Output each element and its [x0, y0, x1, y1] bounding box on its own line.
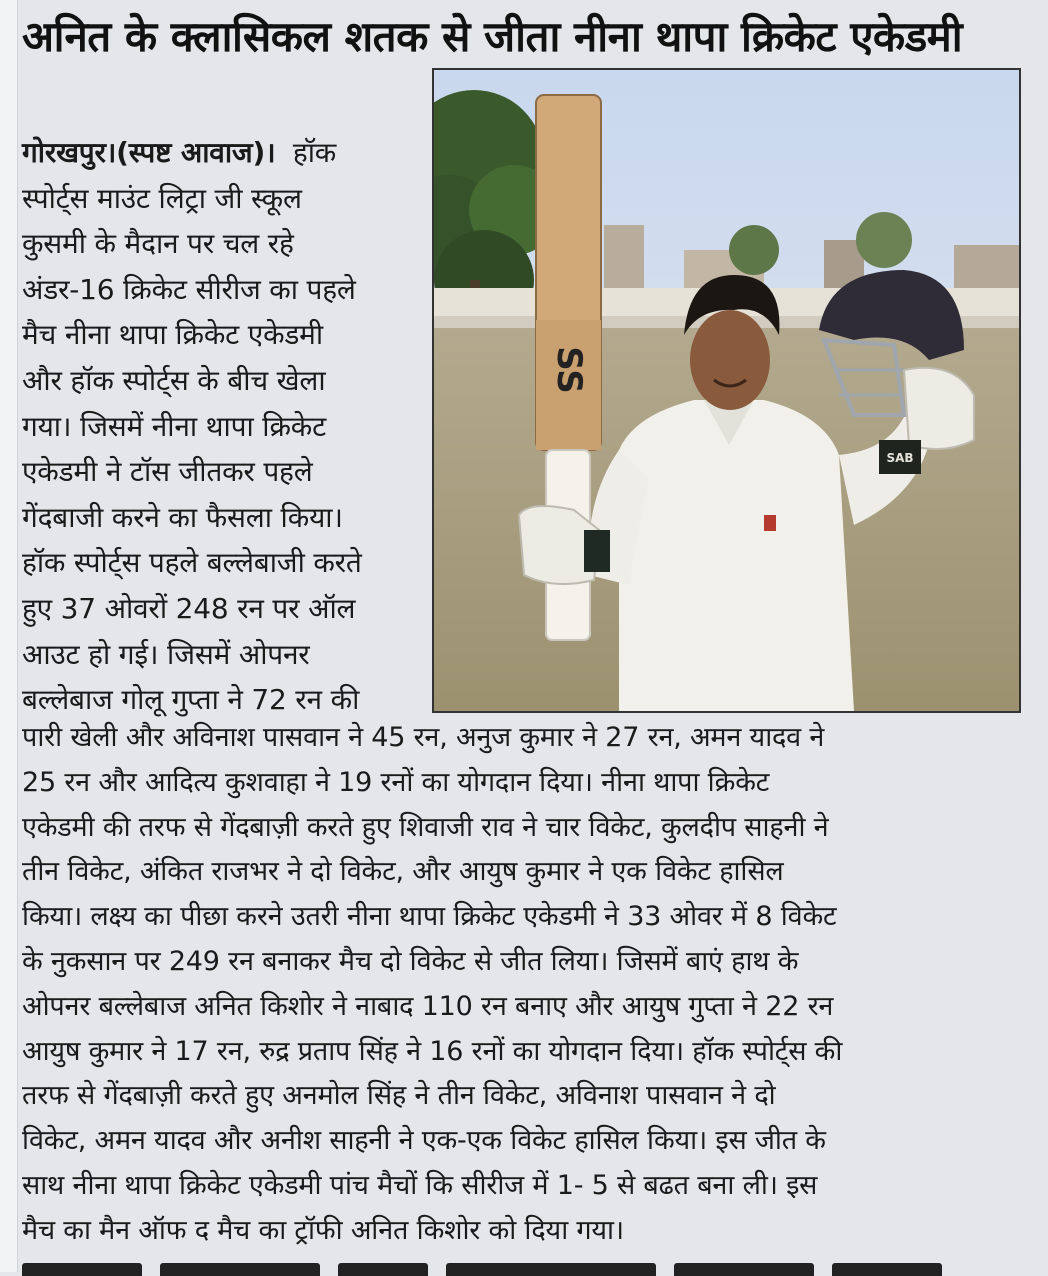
text-line: गेंदबाजी करने का फैसला किया।: [22, 500, 343, 534]
text-line: हॉक स्पोर्ट्स पहले बल्लेबाजी करते: [22, 546, 362, 580]
text-line: बल्लेबाज गोलू गुप्ता ने 72 रन की: [22, 683, 360, 717]
text-line: पारी खेली और अविनाश पासवान ने 45 रन, अनुज कुमार ने 27 रन, अमन यादव ने: [22, 722, 825, 753]
text-line: गोरखपुर।(स्पष्ट आवाज)। हॉक: [22, 136, 337, 169]
dateline: गोरखपुर।(स्पष्ट आवाज)।: [22, 136, 276, 169]
text-line: मैच नीना थापा क्रिकेट एकेडमी: [22, 318, 323, 352]
full-width-body: [22, 716, 1022, 1254]
text-line: किया। लक्ष्य का पीछा करने उतरी नीना थापा क्रिकेट एकेडमी ने 33 ओवर में 8 विकेट: [22, 901, 837, 933]
text-line: तरफ से गेंदबाज़ी करते हुए अनमोल सिंह ने तीन विकेट, अविनाश पासवान ने दो: [22, 1080, 776, 1112]
text-line: आयुष कुमार ने 17 रन, रुद्र प्रताप सिंह ने 16 रनों का योगदान दिया। हॉक स्पोर्ट्स की: [22, 1035, 843, 1067]
text-line: एकेडमी ने टॉस जीतकर पहले: [22, 455, 313, 489]
article-photo: [432, 68, 1021, 713]
text-line: कुसमी के मैदान पर चल रहे: [22, 227, 294, 261]
text-line: और हॉक स्पोर्ट्स के बीच खेला: [22, 363, 326, 397]
text-line: ओपनर बल्लेबाज अनित किशोर ने नाबाद 110 रन बनाए और आयुष गुप्ता ने 22 रन: [22, 990, 834, 1022]
page-edge: [0, 0, 18, 1272]
narrow-column: [22, 130, 424, 723]
wristband-text: SAB: [886, 451, 914, 465]
text-line: तीन विकेट, अंकित राजभर ने दो विकेट, और आयुष कुमार ने एक विकेट हासिल: [22, 856, 784, 888]
bat-logo: SS: [549, 346, 589, 394]
next-headline-cutoff: [22, 1262, 1022, 1276]
text-line: हुए 37 ओवरों 248 रन पर ऑल: [22, 591, 356, 625]
text-line: स्पोर्ट्स माउंट लिट्रा जी स्कूल: [22, 181, 302, 215]
text-line: 25 रन और आदित्य कुशवाहा ने 19 रनों का योगदान दिया। नीना थापा क्रिकेट: [22, 766, 770, 798]
text-line: के नुकसान पर 249 रन बनाकर मैच दो विकेट से जीत लिया। जिसमें बाएं हाथ के: [22, 945, 799, 977]
text-line: आउट हो गई। जिसमें ओपनर: [22, 637, 310, 671]
text-line: एकेडमी की तरफ से गेंदबाज़ी करते हुए शिवाजी राव ने चार विकेट, कुलदीप साहनी ने: [22, 811, 829, 843]
text-line: विकेट, अमन यादव और अनीश साहनी ने एक-एक विकेट हासिल किया। इस जीत के: [22, 1125, 826, 1157]
text-line: गया। जिसमें नीना थापा क्रिकेट: [22, 409, 327, 443]
text-line: अंडर-16 क्रिकेट सीरीज का पहले: [22, 272, 356, 306]
text-line: साथ नीना थापा क्रिकेट एकेडमी पांच मैचों कि सीरीज में 1- 5 से बढत बना ली। इस: [22, 1169, 818, 1201]
headline: अनित के क्लासिकल शतक से जीता नीना थापा क्रिकेट एकेडमी: [22, 12, 963, 61]
text-line: मैच का मैन ऑफ द मैच का ट्रॉफी अनित किशोर को दिया गया।: [22, 1214, 624, 1246]
